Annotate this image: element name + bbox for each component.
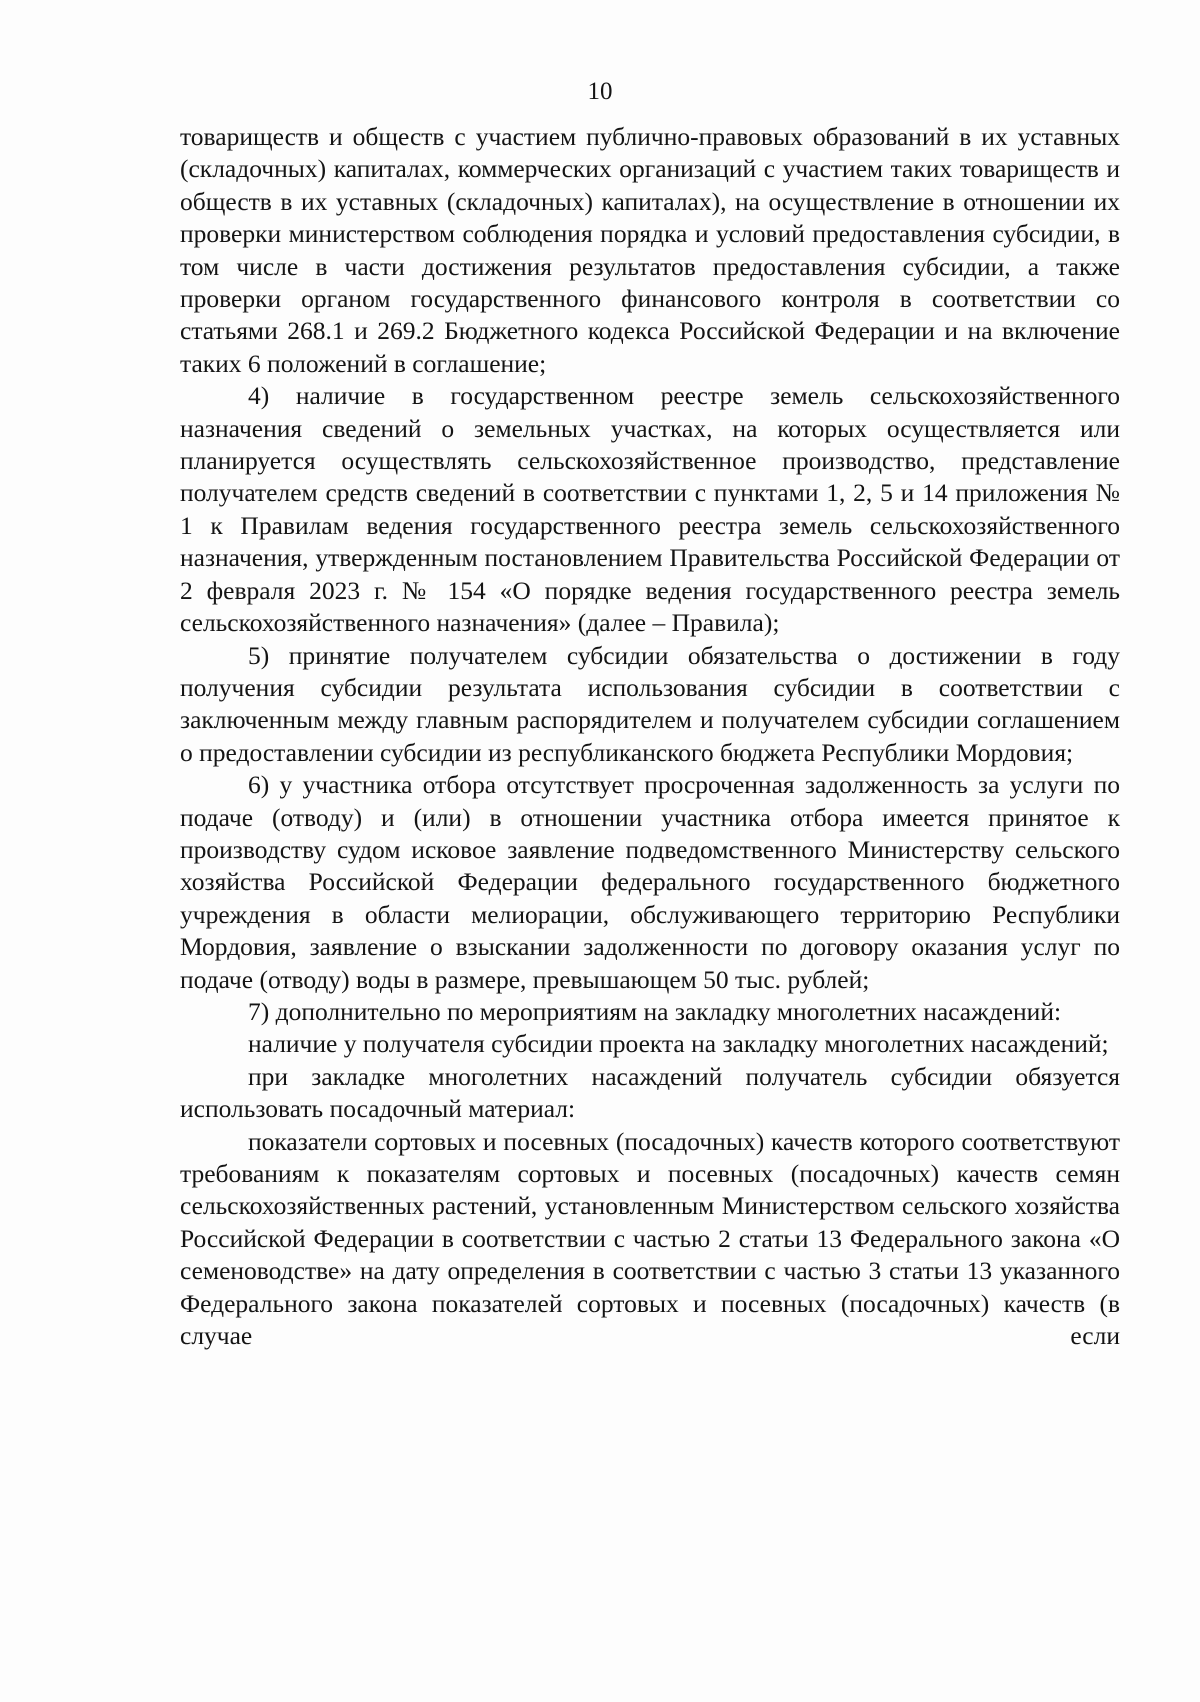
paragraph-item-5: 5) принятие получателем субсидии обязательства о достижении в году получения субсидии результата использования субсидии в соответствии с заключенным между главным распорядителем и получателем субсидии соглашением о предоставлении субсидии из республиканского бюджета Республики Мордовия; xyxy=(180,640,1120,767)
paragraph-item-7: 7) дополнительно по мероприятиям на закладку многолетних насаждений: xyxy=(248,996,1062,1026)
paragraph-planting-material: при закладке многолетних насаждений получатель субсидии обязуется использовать посадочный материал: xyxy=(180,1061,1120,1124)
document-body xyxy=(180,121,1120,1352)
paragraph-project-requirement: наличие у получателя субсидии проекта на закладку многолетних насаждений; xyxy=(248,1029,1109,1059)
paragraph-quality-indicators: показатели сортовых и посевных (посадочных) качеств которого соответствуют требованиям к показателям сортовых и посевных (посадочных) качеств семян сельскохозяйственных растений, установленным Министерством сельского хозяйства Российской Федерации в соответствии с частью 2 статьи 13 Федерального закона «О семеноводстве» на дату определения в соответствии с частью 3 статьи 13 указанного Федерального закона показателей сортовых и посевных (посадочных) качеств (в случае если xyxy=(180,1126,1120,1351)
page-number: 10 xyxy=(587,78,613,105)
paragraph-item-4: 4) наличие в государственном реестре земель сельскохозяйственного назначения сведений о земельных участках, на которых осуществляется или планируется осуществлять сельскохозяйственное производство, представление получателем средств сведений в соответствии с пунктами 1, 2, 5 и 14 приложения № 1 к Правилам ведения государственного реестра земель сельскохозяйственного назначения, утвержденным постановлением Правительства Российской Федерации от 2 февраля 2023 г. № 154 «О порядке ведения государственного реестра земель сельскохозяйственного назначения» (далее – Правила); xyxy=(180,381,1120,638)
paragraph-item-6: 6) у участника отбора отсутствует просроченная задолженность за услуги по подаче (отводу) и (или) в отношении участника отбора имеется принятое к производству судом исковое заявление подведомственного Министерству сельского хозяйства Российской Федерации федерального государственного бюджетного учреждения в области мелиорации, обслуживающего территорию Республики Мордовия, заявление о взыскании задолженности по договору оказания услуг по подаче (отводу) воды в размере, превышающем 50 тыс. рублей; xyxy=(180,770,1120,994)
paragraph-continuation: товариществ и обществ с участием публично-правовых образований в их уставных (складочных) капиталах, коммерческих организаций с участием таких товариществ и обществ в их уставных (складочных) капиталах), на осуществление в отношении их проверки министерством соблюдения порядка и условий предоставления субсидии, в том числе в части достижения результатов предоставления субсидии, а также проверки органом государственного финансового контроля в соответствии со статьями 268.1 и 269.2 Бюджетного кодекса Российской Федерации и на включение таких 6 положений в соглашение; xyxy=(180,122,1120,378)
